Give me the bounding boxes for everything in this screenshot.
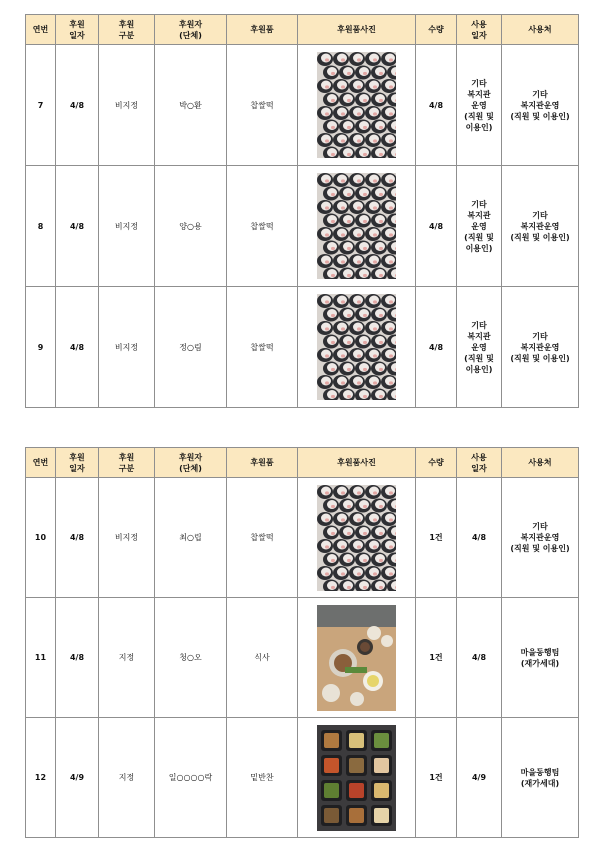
row-use-place: 기타 복지관운영 (직원 및 이용인) (502, 166, 579, 287)
header-qty: 수량 (416, 448, 457, 478)
table-row (26, 45, 579, 166)
row-no: 9 (26, 287, 56, 408)
table-row (26, 718, 579, 838)
donation-table-1 (25, 14, 579, 408)
row-no: 11 (26, 598, 56, 718)
header-date: 후원 일자 (56, 15, 99, 45)
row-date: 4/9 (56, 718, 99, 838)
row-qty: 4/8 (416, 166, 457, 287)
row-item: 찹쌀떡 (227, 166, 298, 287)
row-use-date: 4/8 (457, 598, 502, 718)
row-qty: 4/8 (416, 287, 457, 408)
rice-cakes-image (317, 485, 396, 591)
header-row (26, 15, 579, 45)
row-use-date: 기타 복지관 운영 (직원 및 이용인) (457, 287, 502, 408)
row-no: 8 (26, 166, 56, 287)
meal-photo (317, 605, 396, 711)
row-donor: 양○용 (155, 166, 227, 287)
side-dishes-image (317, 725, 396, 831)
row-date: 4/8 (56, 287, 99, 408)
header-no: 연번 (26, 448, 56, 478)
header-item: 후원품 (227, 448, 298, 478)
row-no: 12 (26, 718, 56, 838)
row-donor: 정○림 (155, 287, 227, 408)
meal-image (317, 605, 396, 711)
header-no: 연번 (26, 15, 56, 45)
row-qty: 1건 (416, 598, 457, 718)
row-use-date: 기타 복지관 운영 (직원 및 이용인) (457, 45, 502, 166)
rice-cakes-photo (317, 173, 396, 279)
row-photo (298, 45, 416, 166)
row-item: 찹쌀떡 (227, 45, 298, 166)
row-item: 찹쌀떡 (227, 287, 298, 408)
row-no: 7 (26, 45, 56, 166)
rice-cakes-photo (317, 294, 396, 400)
header-use-date: 사용 일자 (457, 15, 502, 45)
table-row (26, 598, 579, 718)
header-photo: 후원품사진 (298, 15, 416, 45)
donation-table-2 (25, 447, 579, 838)
row-type: 비지정 (99, 287, 155, 408)
header-donor: 후원자 (단체) (155, 448, 227, 478)
header-use-place: 사용처 (502, 15, 579, 45)
table-row (26, 478, 579, 598)
row-photo (298, 287, 416, 408)
row-no: 10 (26, 478, 56, 598)
rice-cakes-photo (317, 52, 396, 158)
header-qty: 수량 (416, 15, 457, 45)
row-type: 지정 (99, 598, 155, 718)
row-use-date: 4/8 (457, 478, 502, 598)
row-use-place: 마을동행팀 (재가세대) (502, 718, 579, 838)
table-row (26, 287, 579, 408)
row-qty: 1건 (416, 718, 457, 838)
rice-cakes-photo (317, 485, 396, 591)
table-row (26, 166, 579, 287)
side-dishes-photo (317, 725, 396, 831)
row-type: 비지정 (99, 166, 155, 287)
row-photo (298, 478, 416, 598)
header-use-place: 사용처 (502, 448, 579, 478)
row-photo (298, 598, 416, 718)
row-item: 찹쌀떡 (227, 478, 298, 598)
row-use-date: 4/9 (457, 718, 502, 838)
row-type: 비지정 (99, 45, 155, 166)
row-type: 비지정 (99, 478, 155, 598)
row-donor: 박○환 (155, 45, 227, 166)
header-use-date: 사용 일자 (457, 448, 502, 478)
rice-cakes-image (317, 294, 396, 400)
row-donor: 최○립 (155, 478, 227, 598)
header-type: 후원 구분 (99, 448, 155, 478)
row-photo (298, 718, 416, 838)
row-type: 지정 (99, 718, 155, 838)
row-use-place: 마을동행팀 (재가세대) (502, 598, 579, 718)
row-donor: 일○○○○락 (155, 718, 227, 838)
row-photo (298, 166, 416, 287)
row-item: 식사 (227, 598, 298, 718)
header-row (26, 448, 579, 478)
row-use-place: 기타 복지관운영 (직원 및 이용인) (502, 478, 579, 598)
header-donor: 후원자 (단체) (155, 15, 227, 45)
row-qty: 1건 (416, 478, 457, 598)
row-donor: 청○오 (155, 598, 227, 718)
row-qty: 4/8 (416, 45, 457, 166)
row-item: 밑반찬 (227, 718, 298, 838)
row-date: 4/8 (56, 598, 99, 718)
row-use-place: 기타 복지관운영 (직원 및 이용인) (502, 45, 579, 166)
header-photo: 후원품사진 (298, 448, 416, 478)
header-date: 후원 일자 (56, 448, 99, 478)
header-item: 후원품 (227, 15, 298, 45)
row-date: 4/8 (56, 478, 99, 598)
row-date: 4/8 (56, 45, 99, 166)
row-date: 4/8 (56, 166, 99, 287)
header-type: 후원 구분 (99, 15, 155, 45)
row-use-date: 기타 복지관 운영 (직원 및 이용인) (457, 166, 502, 287)
rice-cakes-image (317, 52, 396, 158)
rice-cakes-image (317, 173, 396, 279)
row-use-place: 기타 복지관운영 (직원 및 이용인) (502, 287, 579, 408)
